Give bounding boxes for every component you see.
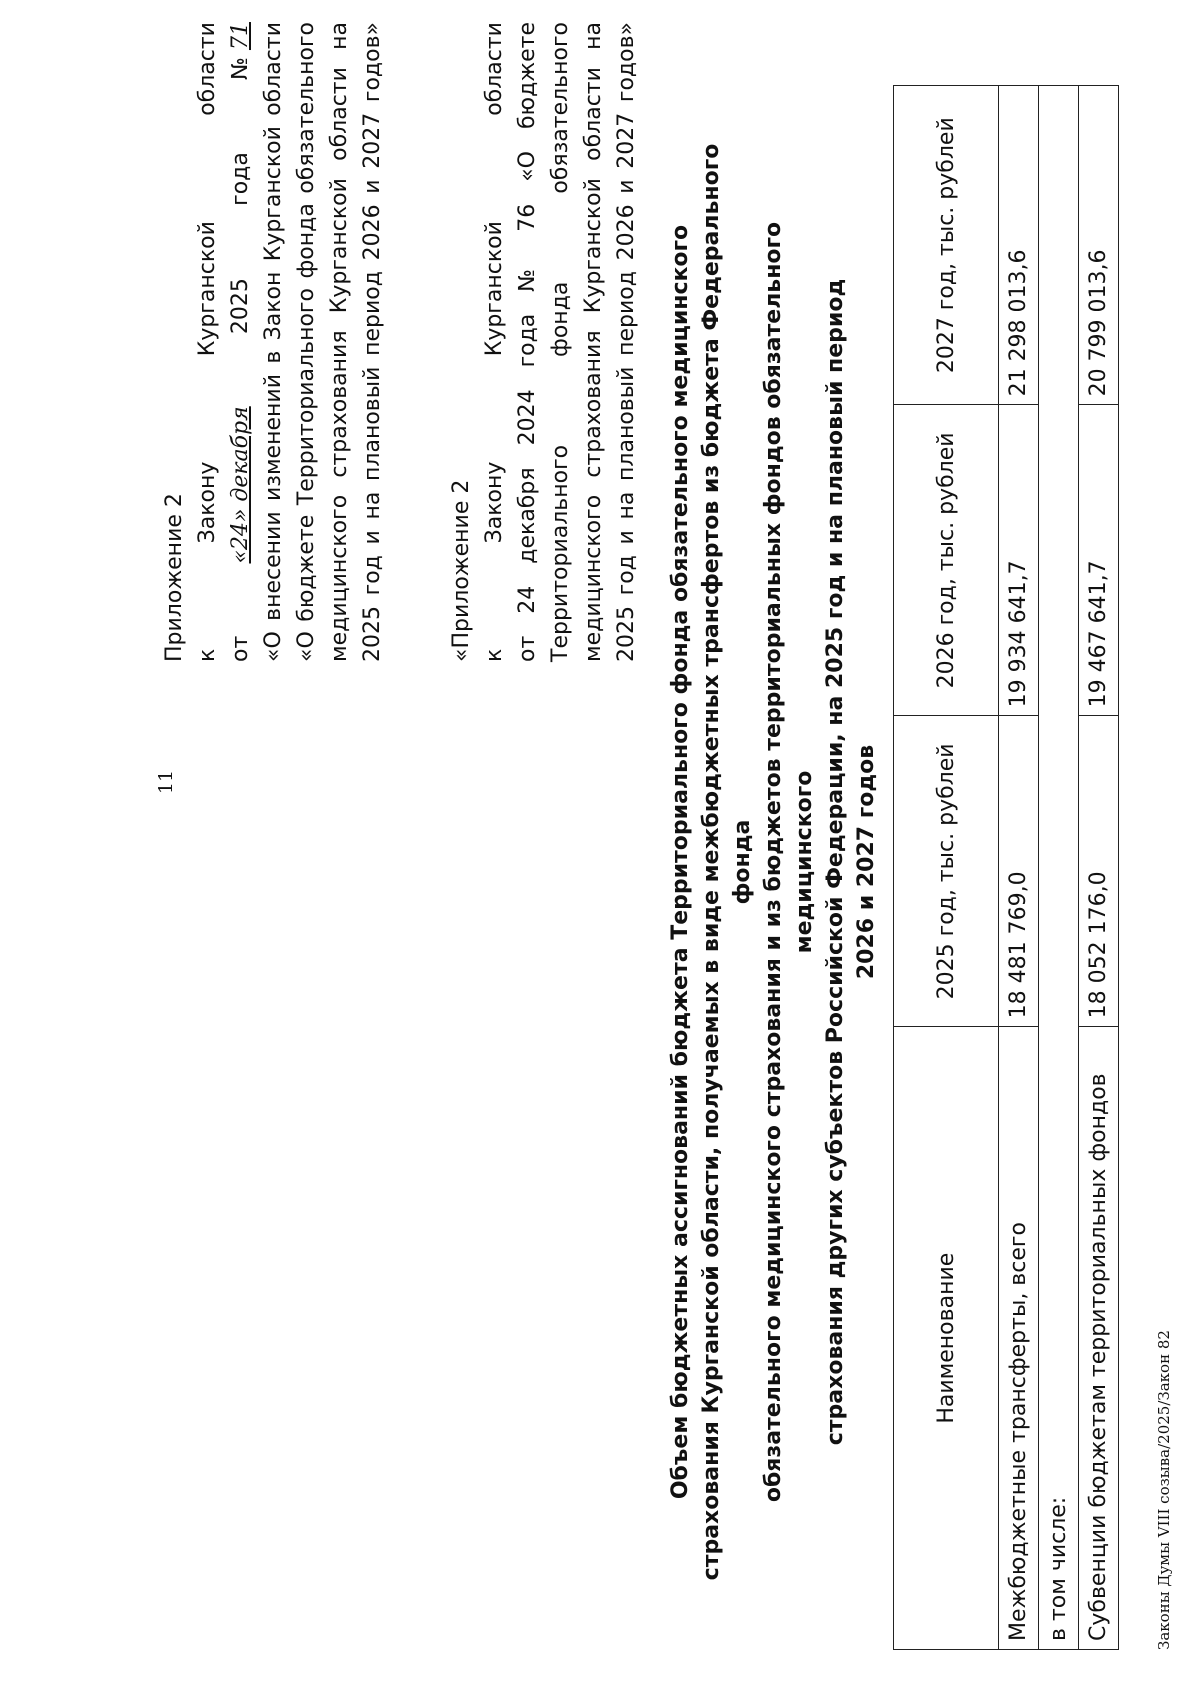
title-line: обязательного медицинского страхования и из бюджетов территориальных фондов обязательного медицинского [761, 221, 817, 1503]
footer-reference: Законы Думы VIII созыва/2025/Закон 82 [1155, 1330, 1173, 1650]
document-title [665, 132, 882, 1592]
row-label: Субвенции бюджетам территориальных фондов [1079, 1027, 1119, 1650]
row-label: в том числе: [1039, 86, 1079, 1650]
value-2027: 21 298 013,6 [999, 86, 1039, 405]
header-2027: 2027 год, тыс. рублей [894, 86, 999, 405]
value-2026: 19 934 641,7 [999, 405, 1039, 716]
word-k: к [482, 648, 507, 662]
table-header-row [894, 86, 999, 1650]
appendix-law-line [478, 22, 511, 662]
word-goda: года [228, 152, 253, 206]
appendix-header-amendment [158, 22, 389, 662]
word-region: Курганской [482, 221, 507, 357]
year-value: 2025 [228, 278, 253, 335]
table-row [1079, 86, 1119, 1650]
value-2025: 18 052 176,0 [1079, 716, 1119, 1027]
word-oblasti: области [482, 22, 507, 116]
appendix-date-line [224, 22, 257, 662]
handwritten-number: 71 [228, 22, 253, 51]
appendix-law-line [191, 22, 224, 662]
header-name: Наименование [894, 1027, 999, 1650]
allocations-table [893, 85, 1119, 1650]
word-oblasti: области [195, 22, 220, 116]
title-line: Объем бюджетных ассигнований бюджета Территориального фонда обязательного медицинского [668, 224, 693, 1500]
table-row [999, 86, 1039, 1650]
number-sign: № [228, 57, 253, 80]
handwritten-date: «24» декабря [228, 406, 253, 564]
page-number: 11 [155, 769, 177, 795]
law-number [224, 22, 257, 80]
appendix-body-text: от 24 декабря 2024 года № 76 «О бюджете Территориального фонда обязательного медицинского страхования Курганской области на 2025 год и на плановый период 2026 и 2027 годов» [515, 22, 639, 662]
title-line: страхования других субъектов Российской Федерации, на 2025 год и на плановый период [823, 278, 848, 1446]
appendix-body-text: «О внесении изменений в Закон Курганской области «О бюджете Территориального фонда обязательного медицинского страхования Курганской области на 2025 год и на плановый период 2026 и 2027 годов» [261, 22, 385, 662]
header-2025: 2025 год, тыс. рублей [894, 716, 999, 1027]
table-row [1039, 86, 1079, 1650]
word-zakonu: Закону [195, 461, 220, 544]
word-region: Курганской [195, 221, 220, 357]
title-line: 2026 и 2027 годов [854, 744, 879, 980]
value-2026: 19 467 641,7 [1079, 405, 1119, 716]
word-k: к [195, 648, 220, 662]
value-2027: 20 799 013,6 [1079, 86, 1119, 405]
appendix-heading: Приложение 2 [162, 493, 187, 662]
appendix-heading: «Приложение 2 [449, 479, 474, 662]
value-2025: 18 481 769,0 [999, 716, 1039, 1027]
row-label: Межбюджетные трансферты, всего [999, 1027, 1039, 1650]
header-2026: 2026 год, тыс. рублей [894, 405, 999, 716]
title-line: страхования Курганской области, получаемых в виде межбюджетных трансфертов из бюджета Федерального фонда [699, 143, 755, 1581]
appendix-header-original [445, 22, 643, 662]
word-ot: от [228, 635, 253, 662]
word-zakonu: Закону [482, 461, 507, 544]
